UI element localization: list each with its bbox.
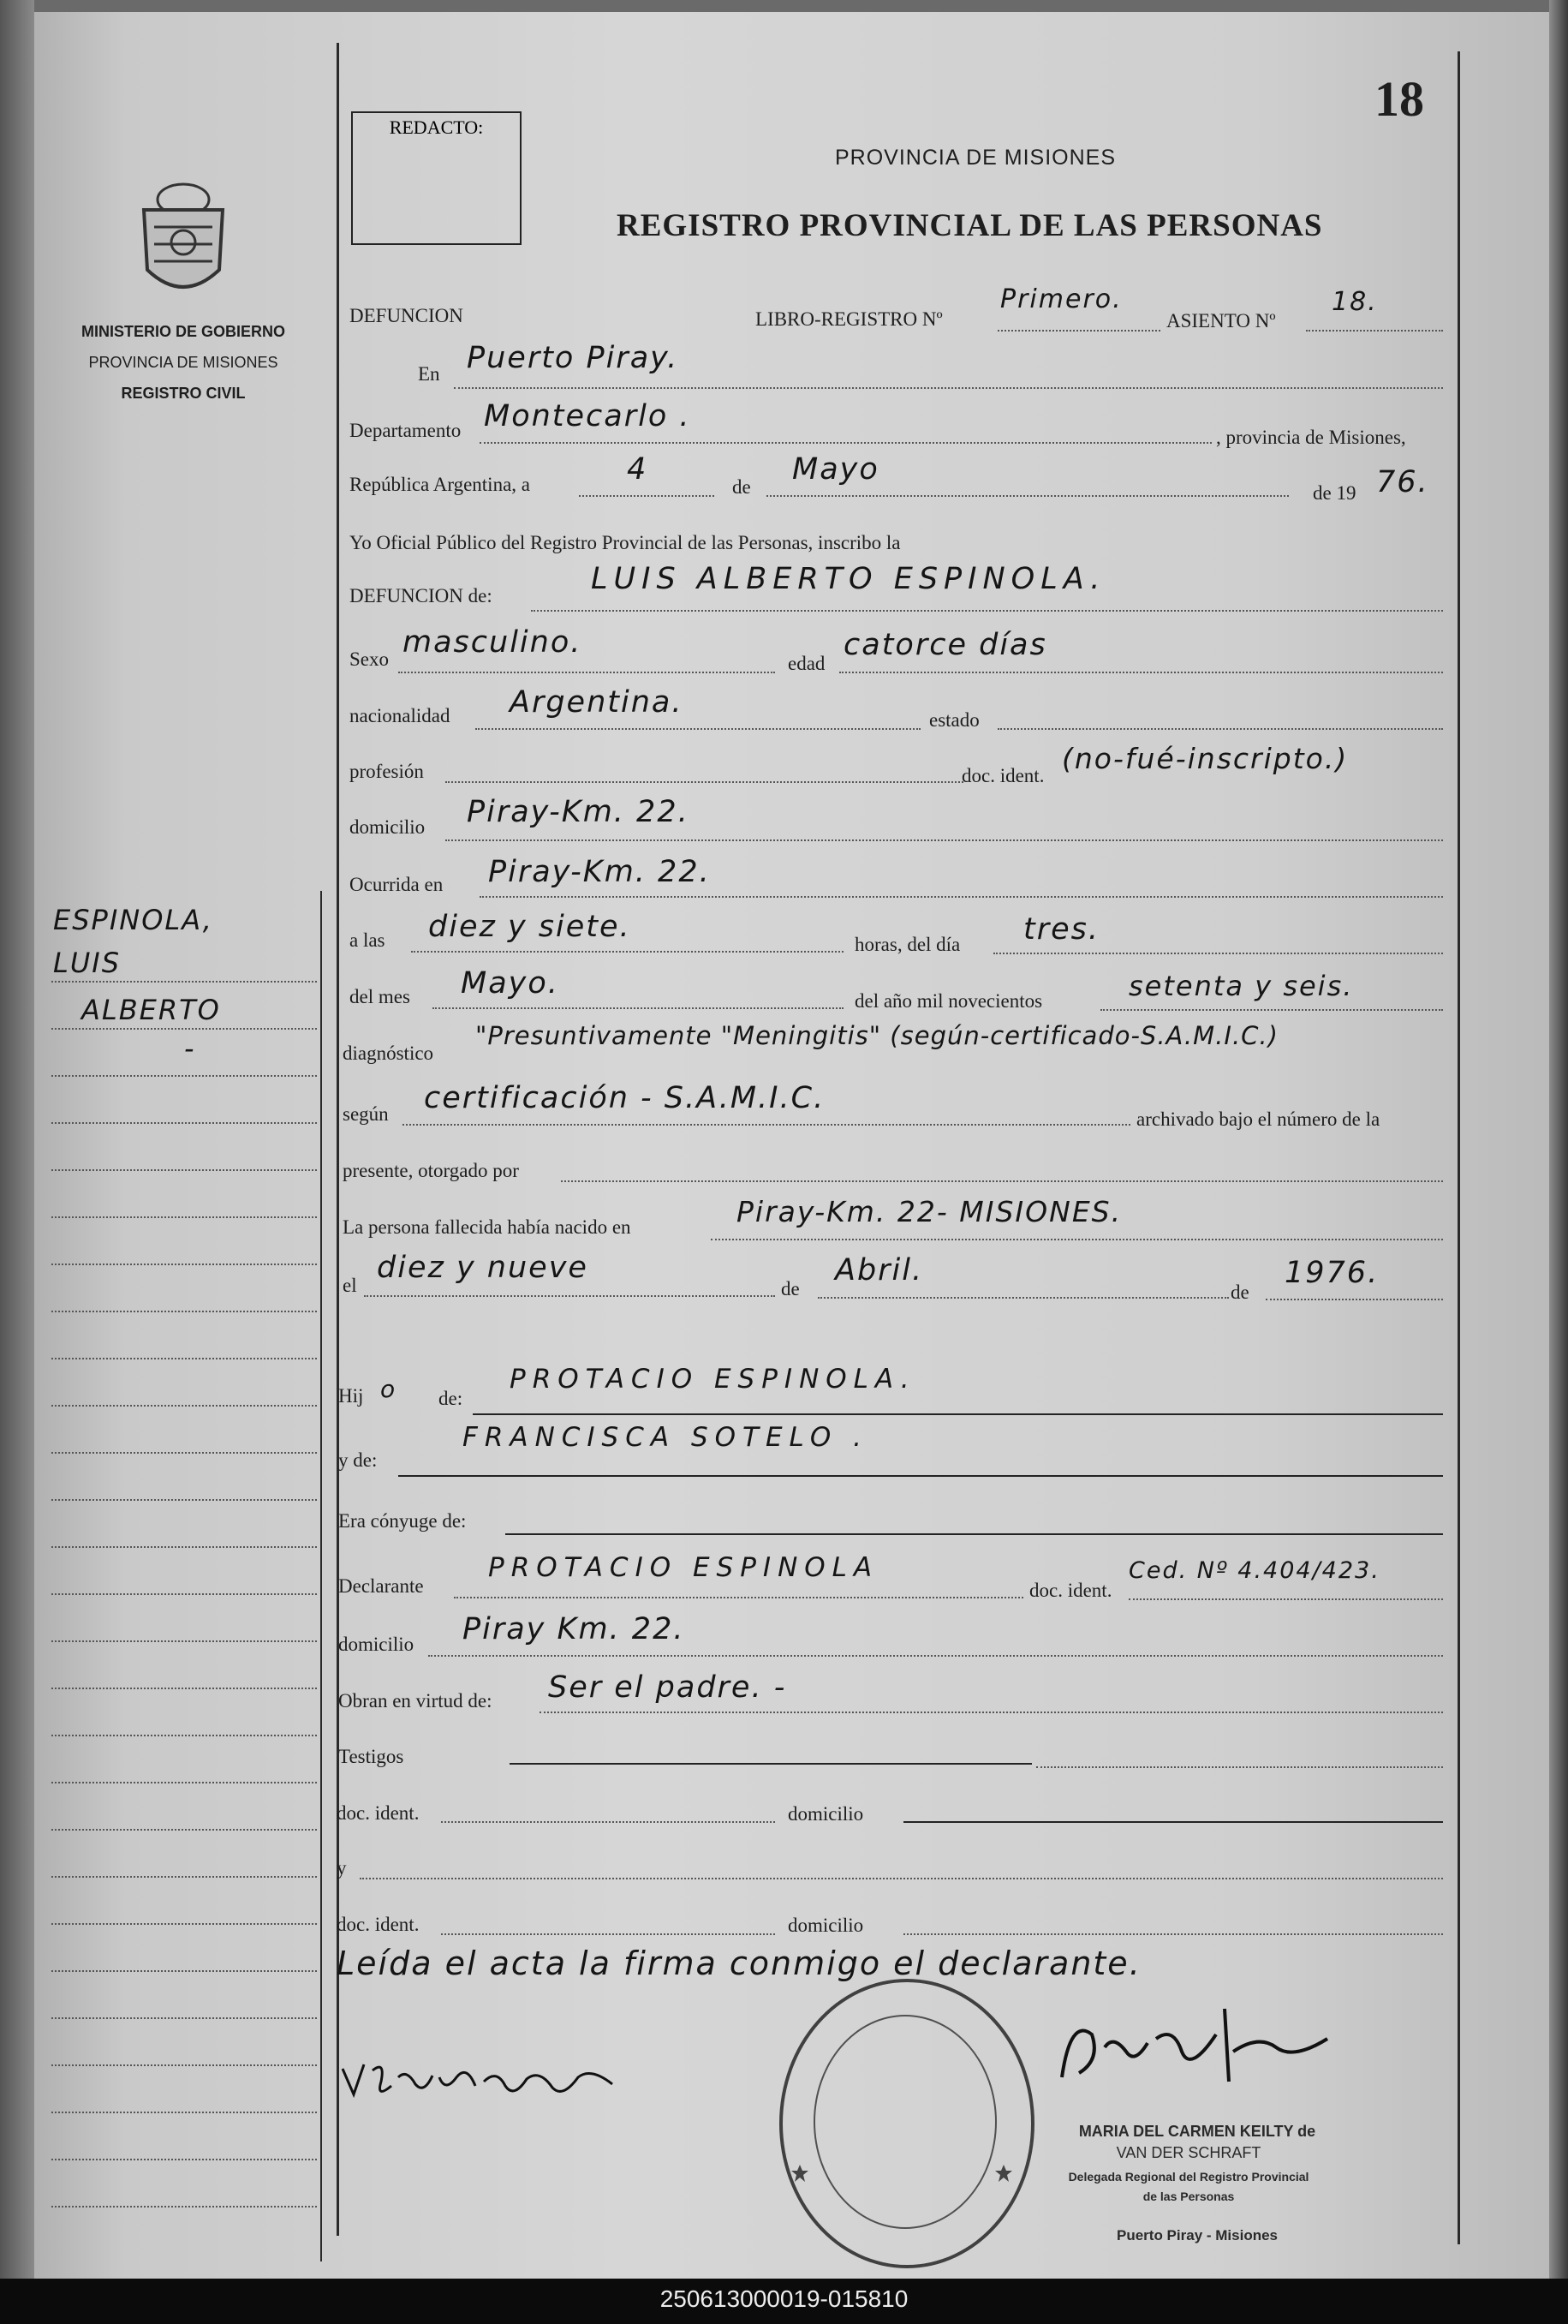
nombre-value: LUIS ALBERTO ESPINOLA. [591, 562, 1106, 596]
departamento-label: Departamento [349, 420, 462, 441]
departamento-value: Montecarlo . [484, 399, 691, 433]
obran-value: Ser el padre. - [548, 1670, 787, 1705]
declarante-label: Declarante [338, 1575, 424, 1597]
segun-value: certificación - S.A.M.I.C. [424, 1081, 826, 1115]
official-seal-inner [814, 2015, 997, 2229]
ministry-line-1: MINISTERIO DE GOBIERNO [80, 323, 286, 340]
mes-nac-value: Abril. [835, 1253, 924, 1287]
official-signature [1053, 2000, 1336, 2099]
declarante-value: PROTACIO ESPINOLA [488, 1552, 879, 1583]
ministry-line-3: REGISTRO CIVIL [121, 385, 246, 402]
coat-of-arms-icon [135, 176, 231, 304]
del-mes-label: del mes [349, 986, 410, 1007]
madre-value: FRANCISCA SOTELO . [462, 1422, 868, 1453]
era-conyuge-label: Era cónyuge de: [338, 1510, 467, 1532]
dia-value: 4 [627, 452, 648, 487]
estado-label: estado [929, 709, 980, 731]
nacionalidad-label: nacionalidad [349, 705, 450, 726]
right-margin-line [1458, 51, 1460, 2244]
domicilio-label-2: domicilio [338, 1634, 414, 1655]
horas-dia-label: horas, del día [855, 934, 961, 955]
anio-fallec-value: setenta y seis. [1129, 970, 1354, 1002]
a-las-value: diez y siete. [428, 910, 631, 944]
diagnostico-value: "Presuntivamente "Meningitis" (según-certificado-S.A.M.I.C.) [475, 1021, 1279, 1050]
del-ano-label: del año mil novecientos [855, 990, 1043, 1012]
sidebar-annotation-1: ESPINOLA, [53, 904, 213, 936]
seal-star-icon-2 [790, 2163, 810, 2184]
top-edge [0, 0, 1568, 12]
seal-text [796, 2261, 805, 2262]
declarante-doc-value: Ced. Nº 4.404/423. [1129, 1557, 1380, 1584]
anio-nac-value: 1976. [1285, 1256, 1380, 1290]
de-label-1: de [732, 476, 751, 498]
book-spine [0, 0, 34, 2324]
left-margin-line [337, 43, 339, 2236]
libro-value: Primero. [1000, 284, 1123, 314]
domicilio-label-3: domicilio [788, 1803, 864, 1825]
yo-oficial-text: Yo Oficial Público del Registro Provincial de las Personas, inscribo la [349, 532, 901, 553]
declarant-signature [338, 2052, 621, 2112]
ocurrida-label: Ocurrida en [349, 874, 444, 895]
defuncion-heading: DEFUNCION [349, 305, 463, 326]
mes-fallec-value: Mayo. [461, 966, 559, 1001]
doc-ident-label-2: doc. ident. [1029, 1580, 1112, 1601]
page-number: 18 [1374, 71, 1424, 127]
mes-value: Mayo [792, 452, 879, 487]
asiento-value: 18. [1332, 287, 1378, 317]
official-name-2: VAN DER SCHRAFT [1116, 2144, 1261, 2161]
seal-star-icon [993, 2163, 1014, 2184]
domicilio-label-1: domicilio [349, 816, 426, 838]
official-name-1: MARIA DEL CARMEN KEILTY de [1078, 2123, 1316, 2140]
asiento-label: ASIENTO Nº [1166, 310, 1276, 332]
dia-nac-value: diez y nueve [377, 1251, 588, 1285]
lugar-nacimiento-value: Piray-Km. 22- MISIONES. [736, 1195, 1123, 1228]
republica-label: República Argentina, a [349, 474, 530, 495]
hijo-suffix: o [380, 1375, 397, 1403]
domicilio-label-4: domicilio [788, 1915, 864, 1936]
right-edge [1549, 0, 1568, 2324]
persona-fallecida-label: La persona fallecida había nacido en [343, 1216, 631, 1238]
de-label-3: de [1231, 1281, 1249, 1303]
sidebar-rule [320, 891, 322, 2261]
y-de-label: y de: [338, 1449, 378, 1471]
official-title-1: Delegada Regional del Registro Provincial [1068, 2170, 1309, 2184]
closing-statement: Leída el acta la firma conmigo el declarante. [337, 1945, 1142, 1982]
doc-ident-label-4: doc. ident. [337, 1914, 420, 1935]
testigos-label: Testigos [338, 1746, 404, 1767]
padre-value: PROTACIO ESPINOLA. [510, 1364, 916, 1395]
ministry-line-2: PROVINCIA DE MISIONES [88, 354, 278, 371]
profesion-label: profesión [349, 761, 424, 782]
archivado-label: archivado bajo el número de la [1136, 1108, 1380, 1130]
redacto-box [351, 111, 522, 245]
sidebar-annotation-2: LUIS [53, 947, 121, 979]
edad-label: edad [788, 653, 826, 674]
provincia-misiones-label: , provincia de Misiones, [1216, 427, 1406, 448]
declarante-domicilio-value: Piray Km. 22. [462, 1612, 685, 1646]
en-value: Puerto Piray. [467, 341, 679, 375]
hij-label: Hij [338, 1385, 364, 1407]
defuncion-de-label: DEFUNCION de: [349, 585, 492, 606]
libro-label: LIBRO-REGISTRO Nº [755, 308, 943, 330]
de-label-2: de [781, 1278, 800, 1299]
obran-label: Obran en virtud de: [338, 1690, 492, 1712]
edad-value: catorce días [844, 628, 1047, 662]
sexo-value: masculino. [402, 625, 582, 660]
official-title-2: de las Personas [1142, 2190, 1235, 2203]
province-heading: PROVINCIA DE MISIONES [835, 146, 1117, 170]
de-19-label: de 19 [1313, 482, 1356, 504]
sidebar-annotation-4: - [184, 1032, 196, 1065]
redacto-label: REDACTO: [389, 116, 484, 138]
registry-heading: REGISTRO PROVINCIAL DE LAS PERSONAS [617, 208, 1323, 243]
doc-ident-label-3: doc. ident. [337, 1802, 420, 1824]
anio-value: 76. [1376, 465, 1429, 499]
diagnostico-label: diagnóstico [343, 1043, 434, 1064]
el-label: el [343, 1275, 357, 1296]
segun-label: según [343, 1103, 389, 1125]
doc-ident-value: (no-fué-inscripto.) [1062, 742, 1349, 775]
sidebar-annotation-3: ALBERTO [81, 994, 221, 1026]
a-las-label: a las [349, 929, 385, 951]
dia-fallec-value: tres. [1023, 912, 1100, 947]
sexo-label: Sexo [349, 648, 389, 670]
domicilio-value: Piray-Km. 22. [467, 795, 689, 829]
presente-label: presente, otorgado por [343, 1160, 519, 1181]
y-label: y [337, 1857, 347, 1879]
en-label: En [418, 363, 440, 385]
hij-de-label: de: [438, 1388, 463, 1409]
footer-code: 250613000019-015810 [659, 2285, 909, 2312]
doc-ident-label-1: doc. ident. [962, 765, 1045, 786]
ocurrida-value: Piray-Km. 22. [488, 855, 711, 889]
official-place: Puerto Piray - Misiones [1117, 2227, 1278, 2243]
nacionalidad-value: Argentina. [510, 685, 683, 720]
